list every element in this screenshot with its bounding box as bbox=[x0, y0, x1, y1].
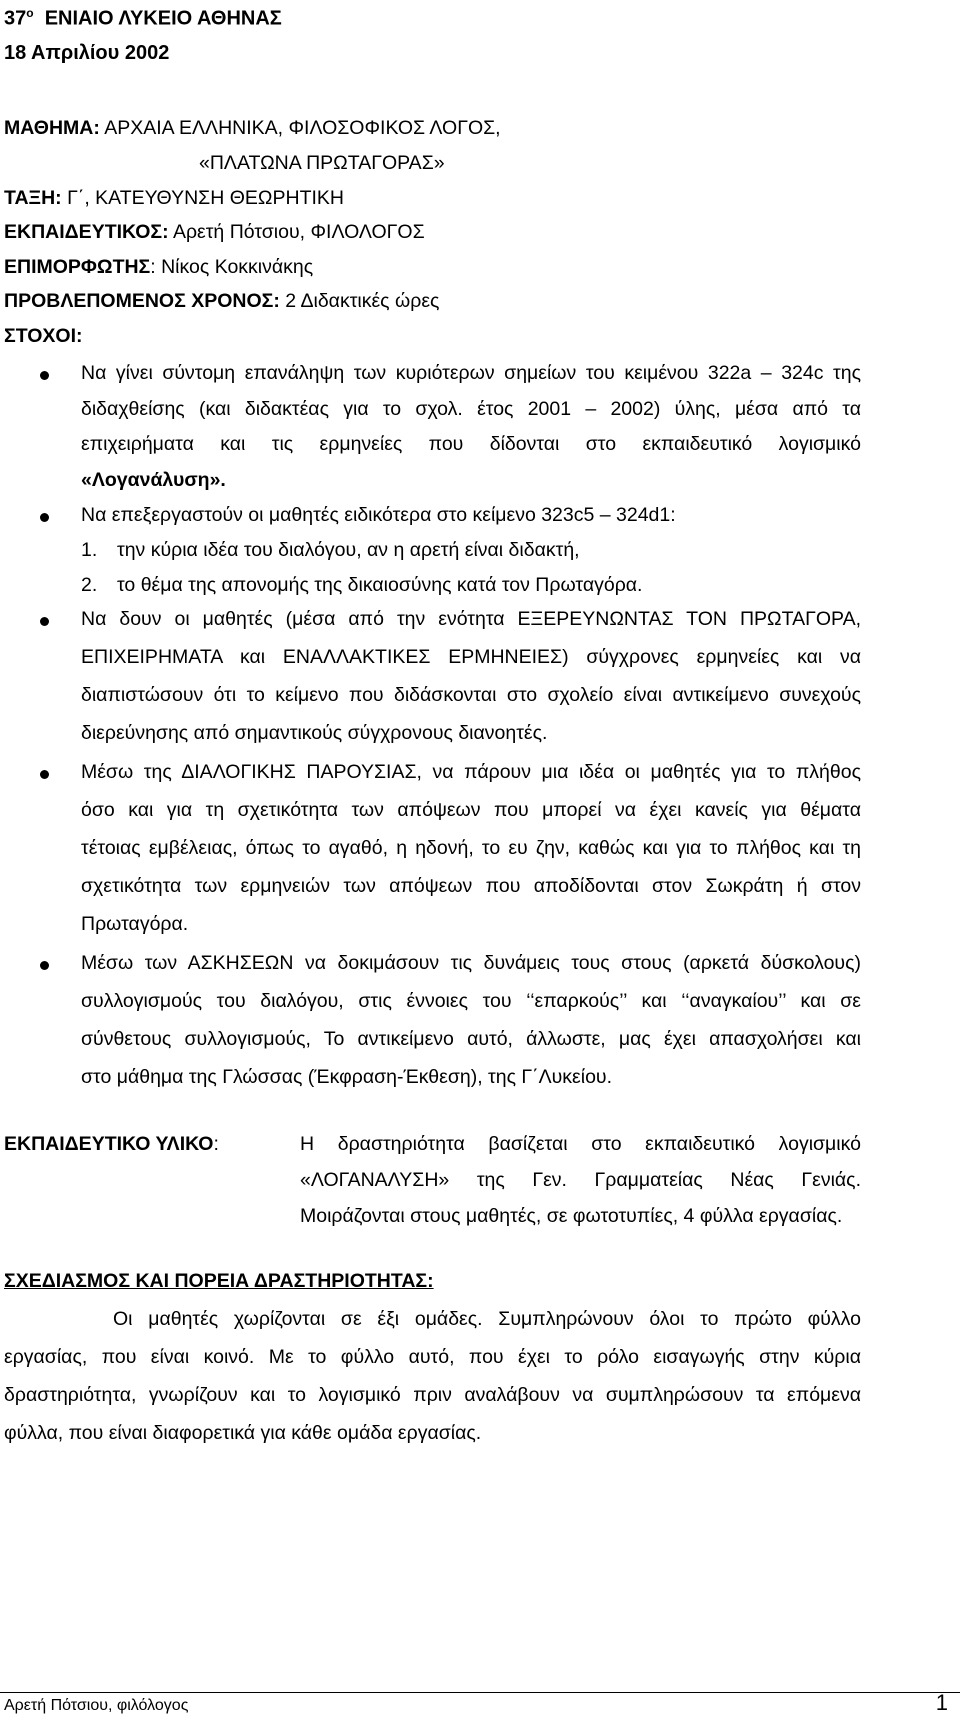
goal-2-line-1: Να επεξεργαστούν οι μαθητές ειδικότερα στο κείμενο 323c5 – 324d1: bbox=[81, 504, 676, 526]
time-line bbox=[4, 290, 439, 313]
plan-heading: ΣΧΕΔΙΑΣΜΟΣ ΚΑΙ ΠΟΡΕΙΑ ΔΡΑΣΤΗΡΙΟΤΗΤΑΣ: bbox=[4, 1270, 434, 1292]
teacher-value: Αρετή Πότσιου, ΦΙΛΟΛΟΓΟΣ bbox=[172, 221, 425, 243]
time-value: 2 Διδακτικές ώρες bbox=[285, 290, 440, 312]
teacher-line bbox=[4, 221, 425, 244]
plan-line-1: Οι μαθητές χωρίζονται σε έξι ομάδες. Συμπληρώνουν όλοι το πρώτο φύλλο bbox=[113, 1308, 861, 1330]
trainer-label: ΕΠΙΜΟΡΦΩΤΗΣ bbox=[4, 256, 151, 278]
bullet-icon bbox=[40, 513, 49, 522]
goal-3-line-2: ΕΠΙΧΕΙΡΗΜΑΤΑ και ΕΝΑΛΛΑΚΤΙΚΕΣ ΕΡΜΗΝΕΙΕΣ) σύγχρονες ερμηνείες και να bbox=[81, 646, 861, 668]
trainer-value: : Νίκος Κοκκινάκης bbox=[150, 256, 314, 278]
material-line-3: Μοιράζονται στους μαθητές, σε φωτοτυπίες, 4 φύλλα εργασίας. bbox=[300, 1205, 843, 1227]
subject-label: ΜΑΘΗΜΑ: bbox=[4, 117, 100, 139]
goal-2-item-2: το θέμα της απονομής της δικαιοσύνης κατά τον Πρωταγόρα. bbox=[117, 574, 643, 596]
goal-5-line-1: Μέσω των ΑΣΚΗΣΕΩΝ να δοκιμάσουν τις δυνάμεις τους στους (αρκετά δύσκολους) bbox=[81, 952, 861, 974]
time-label: ΠΡΟΒΛΕΠΟΜΕΝΟΣ ΧΡΟΝΟΣ: bbox=[4, 290, 280, 312]
goal-4-line-1: Μέσω της ΔΙΑΛΟΓΙΚΗΣ ΠΑΡΟΥΣΙΑΣ, να πάρουν μια ιδέα οι μαθητές για το πλήθος bbox=[81, 761, 861, 783]
goal-3-line-4: διερεύνησης από σημαντικούς σύγχρονους διανοητές. bbox=[81, 722, 548, 744]
goal-4-line-3: τέτοιας εμβέλειας, όπως το αγαθό, η ηδονή, το ευ ζην, καθώς και για το πλήθος και τη bbox=[81, 837, 861, 859]
goal-4-line-2: όσο και για τη σχετικότητα των απόψεων που μπορεί να έχει κανείς για θέματα bbox=[81, 799, 861, 821]
subject-value-2: «ΠΛΑΤΩΝΑ ΠΡΩΤΑΓΟΡΑΣ» bbox=[199, 152, 445, 174]
teacher-label: ΕΚΠΑΙΔΕΥΤΙΚΟΣ: bbox=[4, 221, 169, 243]
material-line-1: Η δραστηριότητα βασίζεται στο εκπαιδευτικό λογισμικό bbox=[300, 1133, 861, 1155]
footer-divider bbox=[0, 1692, 960, 1693]
goal-3-line-1: Να δουν οι μαθητές (μέσα από την ενότητα ΕΞΕΡΕΥΝΩΝΤΑΣ ΤΟΝ ΠΡΩΤΑΓΟΡΑ, bbox=[81, 608, 861, 630]
plan-line-2: εργασίας, που είναι κοινό. Με το φύλλο αυτό, που έχει το ρόλο εισαγωγής στην κύρια bbox=[4, 1346, 861, 1368]
material-line-2: «ΛΟΓΑΝΑΛΥΣΗ» της Γεν. Γραμματείας Νέας Γενιάς. bbox=[300, 1169, 861, 1191]
goal-2-num-1: 1. bbox=[81, 539, 98, 561]
goal-1-line-1: Να γίνει σύντομη επανάληψη των κυριότερων σημείων του κειμένου 322a – 324c της bbox=[81, 362, 861, 384]
document-date: 18 Απριλίου 2002 bbox=[4, 42, 170, 64]
material-colon: : bbox=[213, 1133, 219, 1155]
goals-label: ΣΤΟΧΟΙ: bbox=[4, 325, 83, 347]
trainer-line bbox=[4, 256, 313, 279]
goal-4-line-5: Πρωταγόρα. bbox=[81, 913, 189, 935]
page-number: 1 bbox=[935, 1690, 948, 1715]
bullet-icon bbox=[40, 617, 49, 626]
school-title: ΕΝΙΑΙΟ ΛΥΚΕΙΟ ΑΘΗΝΑΣ bbox=[44, 7, 282, 30]
footer-author: Αρετή Πότσιου, φιλόλογος bbox=[4, 1697, 189, 1714]
goal-3-line-3: διαπιστώσουν ότι το κείμενο που διδάσκονται στο σχολείο είναι αντικείμενο συνεχούς bbox=[81, 684, 861, 706]
goal-5-line-3: σύνθετους συλλογισμούς, Το αντικείμενο αυτό, άλλωστε, μας έχει απασχολήσει και bbox=[81, 1028, 861, 1050]
goal-1-line-3: επιχειρήματα και τις ερμηνείες που δίδονται στο εκπαιδευτικό λογισμικό bbox=[81, 433, 861, 455]
bullet-icon bbox=[40, 961, 49, 970]
material-heading bbox=[4, 1133, 219, 1156]
class-line bbox=[4, 187, 344, 210]
goal-2-item-1: την κύρια ιδέα του διαλόγου, αν η αρετή είναι διδακτή, bbox=[117, 539, 580, 561]
school-name bbox=[4, 6, 282, 31]
subject-line bbox=[4, 117, 501, 140]
school-number: 37 bbox=[4, 7, 27, 30]
plan-line-3: δραστηριότητα, γνωρίζουν και το λογισμικό πριν αναλάβουν να συμπληρώσουν τα επόμενα bbox=[4, 1384, 861, 1406]
goal-4-line-4: σχετικότητα των ερμηνειών των απόψεων που αποδίδονται στον Σωκράτη ή στον bbox=[81, 875, 861, 897]
plan-line-4: φύλλα, που είναι διαφορετικά για κάθε ομάδα εργασίας. bbox=[4, 1422, 482, 1444]
goal-2-num-2: 2. bbox=[81, 574, 98, 596]
class-label: ΤΑΞΗ: bbox=[4, 187, 62, 209]
goal-5-line-2: συλλογισμούς του διαλόγου, στις έννοιες του ‘‘επαρκούς’’ και ‘‘αναγκαίου’’ και σε bbox=[81, 990, 861, 1012]
goal-1-line-4: «Λογανάλυση». bbox=[81, 469, 226, 491]
subject-value: ΑΡΧΑΙΑ ΕΛΛΗΝΙΚΑ, ΦΙΛΟΣΟΦΙΚΟΣ ΛΟΓΟΣ, bbox=[104, 117, 501, 139]
goal-5-line-4: στο μάθημα της Γλώσσας (Έκφραση-Έκθεση), της Γ΄Λυκείου. bbox=[81, 1066, 613, 1088]
school-number-sup: ο bbox=[26, 6, 34, 20]
goal-1-line-2: διδαχθείσης (και διδακτέας για το σχολ. έτος 2001 – 2002) ύλης, μέσα από τα bbox=[81, 398, 861, 420]
bullet-icon bbox=[40, 371, 49, 380]
bullet-icon bbox=[40, 770, 49, 779]
class-value: Γ΄, ΚΑΤΕΥΘΥΝΣΗ ΘΕΩΡΗΤΙΚΗ bbox=[67, 187, 344, 209]
material-label: ΕΚΠΑΙΔΕΥΤΙΚΟ ΥΛΙΚΟ bbox=[4, 1133, 214, 1155]
